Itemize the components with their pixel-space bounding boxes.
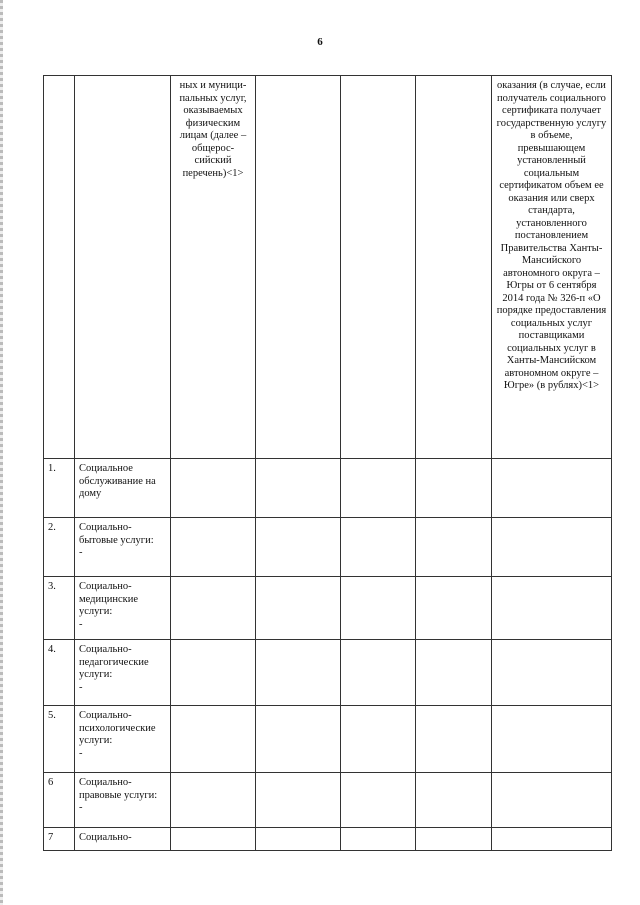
table-row (44, 706, 612, 773)
row-number: 5. (44, 706, 75, 773)
row-dash: - (79, 681, 83, 693)
table-row (44, 459, 612, 518)
table-header-row (44, 76, 612, 459)
row-dash: - (79, 802, 83, 813)
row-name: Социально-правовые услуги: - (75, 773, 171, 828)
scan-edge (0, 0, 3, 905)
row-number: 4. (44, 640, 75, 706)
row-number: 6 (44, 773, 75, 828)
header-cell-cost: оказания (в случае, если получатель социального сертификата получает государственную услугу в объеме, превышающем установленный социальным сертификатом объем ее оказания или сверх стандарта, установленного постановлением Правительства Ханты-Мансийского автономного округа – Югры от 6 сентября 2014 года № 326-п «О порядке предоставления социальных услуг поставщиками социальных услуг в Ханты-Мансийском автономном округе – Югре» (в рублях)<1> (492, 76, 612, 459)
header-cell (44, 76, 75, 459)
services-table (43, 75, 612, 851)
page-number: 6 (317, 36, 323, 48)
row-name: Социально- (75, 828, 171, 851)
row-name: Социальное обслуживание на дому (75, 459, 171, 518)
row-number: 2. (44, 518, 75, 577)
row-number: 7 (44, 828, 75, 851)
row-name: Социально-психологические услуги: - (75, 706, 171, 773)
table-row (44, 828, 612, 851)
row-name: Социально-педагогические услуги: - (75, 640, 171, 706)
table-row (44, 640, 612, 706)
header-cell (256, 76, 341, 459)
row-number: 3. (44, 577, 75, 640)
row-dash: - (79, 547, 83, 558)
row-name: Социально-бытовые услуги: - (75, 518, 171, 577)
header-cell-service-list: ных и муници-пальных услуг, оказываемых физическим лицам (далее – общерос-сийский перечень)<1> (171, 76, 256, 459)
table-row (44, 577, 612, 640)
row-name: Социально-медицинские услуги: - (75, 577, 171, 640)
row-dash: - (79, 618, 83, 630)
row-number: 1. (44, 459, 75, 518)
header-cell (75, 76, 171, 459)
table-row (44, 773, 612, 828)
header-cell (416, 76, 492, 459)
table-row (44, 518, 612, 577)
row-dash: - (79, 747, 83, 759)
header-cell (341, 76, 416, 459)
